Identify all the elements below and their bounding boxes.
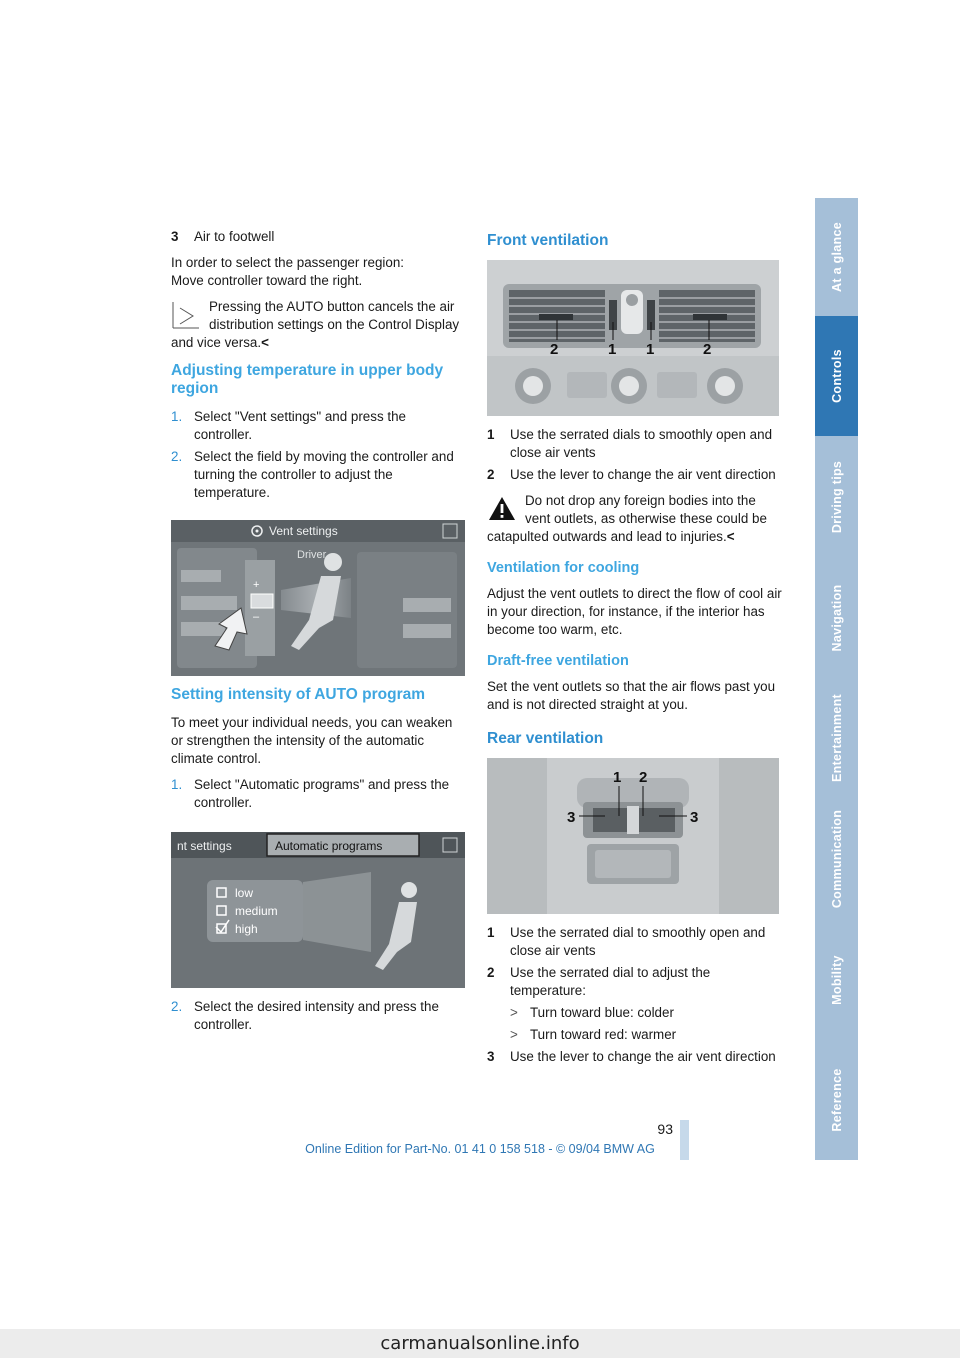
- callout-label: 2: [639, 769, 648, 786]
- step-item: [171, 998, 467, 1034]
- sub-item-text: Turn toward blue: colder: [530, 1005, 674, 1020]
- tab-driving-tips[interactable]: [815, 436, 858, 560]
- step-text: Select the desired intensity and press the controller.: [194, 999, 439, 1032]
- callout-label: 2: [550, 341, 559, 358]
- step-number: 1.: [171, 409, 183, 424]
- figure-minus: –: [253, 611, 260, 623]
- item-number: 2: [487, 965, 495, 980]
- step-item: [171, 448, 467, 502]
- sub-list-item: [487, 1026, 783, 1044]
- rear-ventilation-figure: [487, 758, 783, 914]
- list-item: [171, 228, 467, 246]
- step-text: Select "Vent settings" and press the controller.: [194, 409, 406, 442]
- paragraph: Set the vent outlets so that the air flows past you and is not directed straight at you.: [487, 679, 776, 712]
- tab-controls[interactable]: [815, 316, 858, 438]
- vent-settings-figure: [171, 520, 467, 676]
- watermark: carmanualsonline.info: [0, 1329, 960, 1358]
- item-number: 1: [487, 427, 495, 442]
- tab-entertainment[interactable]: [815, 678, 858, 800]
- tab-label: Controls: [829, 349, 844, 403]
- callout-label: 1: [608, 341, 617, 358]
- page-number: 93: [657, 1121, 673, 1137]
- section-heading: Ventilation for cooling: [487, 560, 640, 576]
- callout-label: 3: [690, 809, 699, 826]
- tab-navigation[interactable]: [815, 558, 858, 680]
- step-item: [171, 408, 467, 444]
- callout-label: 2: [703, 341, 712, 358]
- item-number: 2: [487, 467, 495, 482]
- item-text: Use the serrated dial to adjust the temperature:: [510, 965, 711, 998]
- note: [171, 298, 467, 352]
- section-heading: Draft-free ventilation: [487, 653, 629, 669]
- callout-label: 1: [613, 769, 622, 786]
- item-text: Use the serrated dial to smoothly open and close air vents: [510, 925, 766, 958]
- tab-communication[interactable]: [815, 798, 858, 922]
- item-text: Use the lever to change the air vent direction: [510, 467, 776, 482]
- paragraph: Adjust the vent outlets to direct the flow of cool air in your direction, for instance, if the interior has become too warm, etc.: [487, 586, 782, 637]
- callout-label: 1: [646, 341, 655, 358]
- option-medium: medium: [235, 904, 278, 918]
- option-low: low: [235, 886, 254, 900]
- section-heading: Adjusting temperature in upper body region: [171, 362, 444, 397]
- tab-label: Communication: [829, 809, 844, 909]
- tab-automatic-programs: Automatic programs: [275, 839, 383, 853]
- tab-label: Navigation: [829, 584, 844, 652]
- automatic-programs-screen: [171, 832, 465, 988]
- list-item: [487, 426, 783, 462]
- front-ventilation-figure: [487, 260, 783, 416]
- tab-label: Reference: [829, 1068, 844, 1132]
- paragraph: In order to select the passenger region:: [171, 255, 404, 270]
- tab-label: Driving tips: [829, 460, 844, 534]
- tab-nt-settings: nt settings: [177, 839, 232, 853]
- right-column: [487, 228, 783, 1070]
- tab-label: At a glance: [829, 222, 844, 292]
- chapter-sidebar: [815, 198, 858, 1160]
- item-text: Use the serrated dials to smoothly open and close air vents: [510, 427, 773, 460]
- item-number: 3: [171, 229, 179, 244]
- warning-note: [487, 492, 783, 546]
- figure-title: Vent settings: [269, 524, 338, 538]
- vent-settings-screen: [171, 520, 465, 676]
- step-text: Select "Automatic programs" and press the controller.: [194, 777, 450, 810]
- step-item: [171, 776, 467, 812]
- bullet-mark: >: [510, 1027, 518, 1042]
- section-heading: Setting intensity of AUTO program: [171, 686, 426, 703]
- step-number: 2.: [171, 449, 183, 464]
- list-item: [487, 466, 783, 484]
- footer-text: Online Edition for Part-No. 01 41 0 158 518 - © 09/04 BMW AG: [305, 1142, 655, 1156]
- item-number: 3: [487, 1049, 495, 1064]
- step-text: Select the field by moving the controller and turning the controller to adjust the temperature.: [194, 449, 454, 500]
- step-number: 2.: [171, 999, 183, 1014]
- warning-icon: [487, 494, 517, 524]
- callout-label: 3: [567, 809, 576, 826]
- warning-text: Do not drop any foreign bodies into the vent outlets, as otherwise these could be catapulted outwards and lead to injuries.: [487, 493, 767, 544]
- section-heading: Front ventilation: [487, 232, 609, 249]
- list-item: [487, 964, 783, 1000]
- sub-item-text: Turn toward red: warmer: [530, 1027, 677, 1042]
- item-text: Use the lever to change the air vent direction: [510, 1049, 776, 1064]
- sub-list-item: [487, 1004, 783, 1022]
- paragraph: Move controller toward the right.: [171, 273, 363, 288]
- figure-label: Driver: [297, 549, 327, 561]
- paragraph: To meet your individual needs, you can weaken or strengthen the intensity of the automatic climate control.: [171, 715, 453, 766]
- end-mark: <: [261, 335, 269, 350]
- item-number: 1: [487, 925, 495, 940]
- bullet-mark: >: [510, 1005, 518, 1020]
- tab-at-a-glance[interactable]: [815, 198, 858, 318]
- note-arrow-icon: [171, 300, 201, 330]
- left-column: [171, 228, 467, 1038]
- end-mark: <: [726, 529, 735, 544]
- tab-mobility[interactable]: [815, 920, 858, 1042]
- automatic-programs-figure: [171, 832, 467, 988]
- figure-plus: +: [253, 579, 260, 591]
- list-item: [487, 1048, 783, 1066]
- section-heading: Rear ventilation: [487, 730, 604, 747]
- tab-label: Mobility: [829, 955, 844, 1005]
- step-number: 1.: [171, 777, 183, 792]
- note-text: Pressing the AUTO button cancels the air distribution settings on the Control Display and vice versa.: [171, 299, 460, 350]
- item-text: Air to footwell: [194, 229, 275, 244]
- option-high: high: [235, 922, 258, 936]
- front-vents-image: [487, 260, 779, 416]
- tab-label: Entertainment: [829, 694, 844, 782]
- rear-vents-image: [487, 758, 779, 914]
- list-item: [487, 924, 783, 960]
